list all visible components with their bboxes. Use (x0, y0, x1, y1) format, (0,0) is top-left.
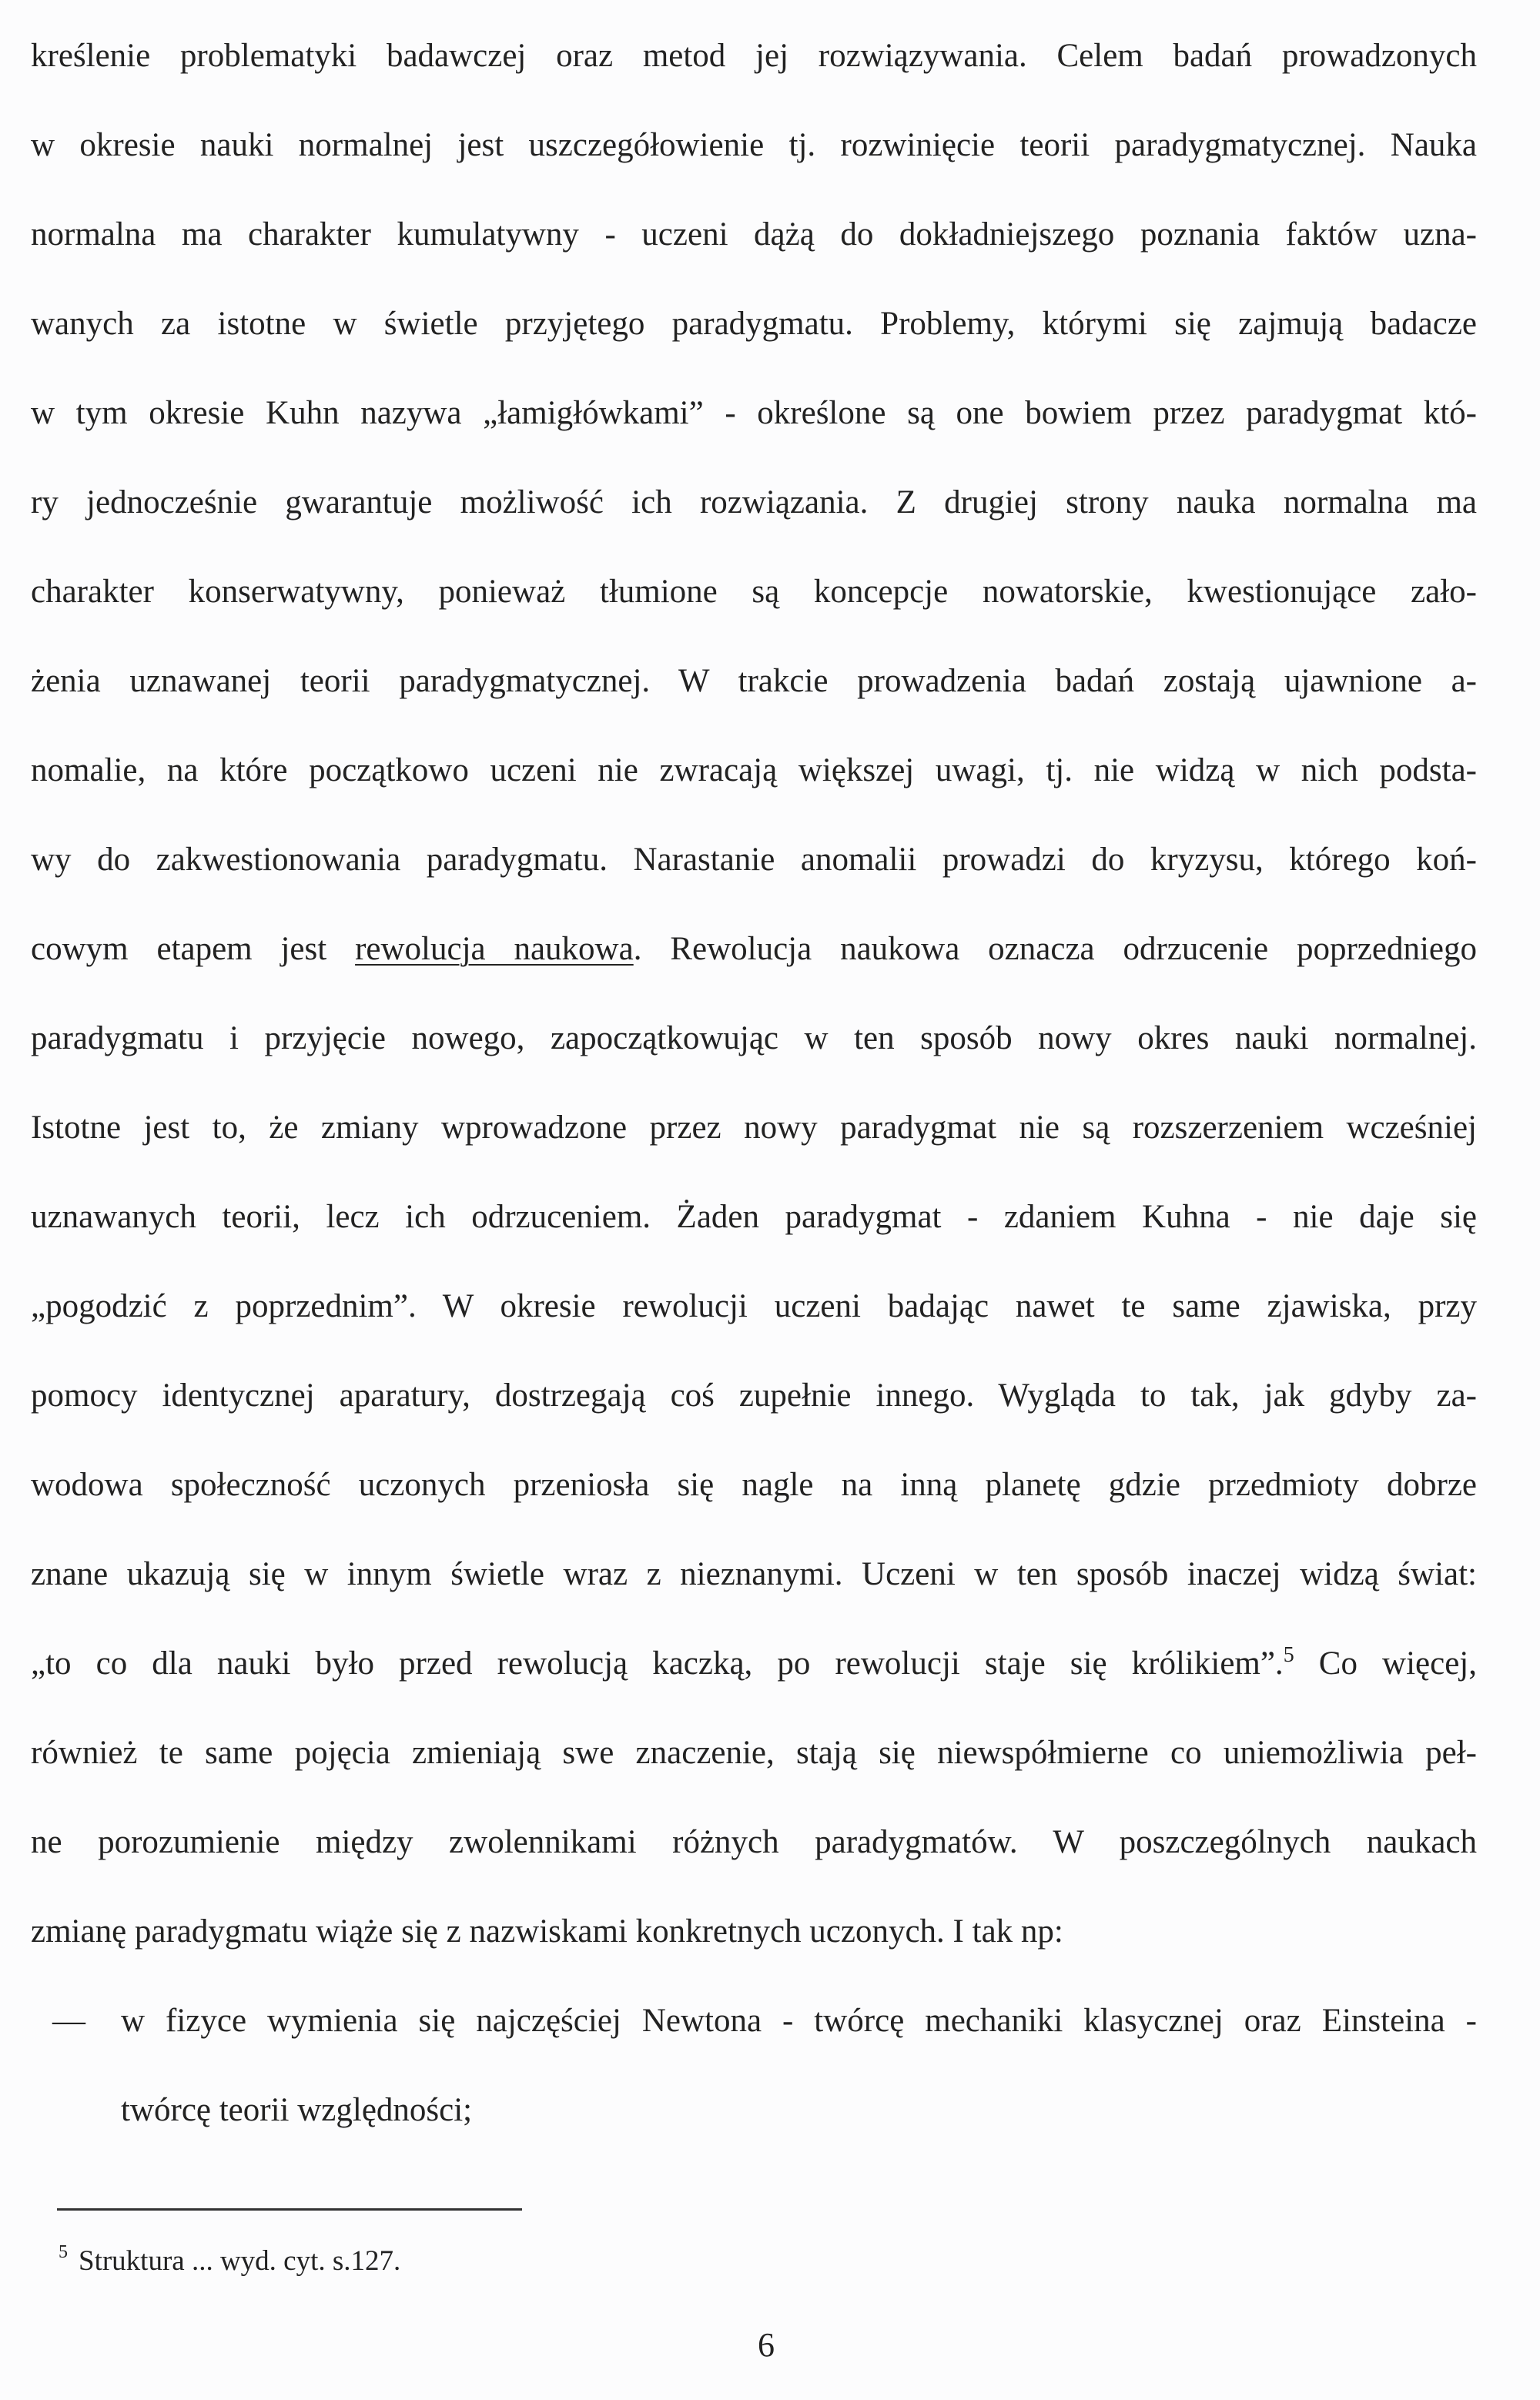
line-text: znane ukazują się w innym świetle wraz z nieznanymi. Uczeni w ten sposób inaczej widzą świat: (31, 1556, 1477, 1592)
footnote-separator (57, 2208, 522, 2211)
em-dash-bullet: — (52, 2003, 85, 2039)
line-text: kreślenie problematyki badawczej oraz metod jej rozwiązywania. Celem badań prowadzonych (31, 38, 1477, 74)
text-line (31, 480, 1477, 526)
line-text: uznawanych teorii, lecz ich odrzuceniem. Żaden paradygmat - zdaniem Kuhna - nie daje się (31, 1199, 1477, 1235)
text-line (31, 1284, 1477, 1330)
line-text: paradygmatu i przyjęcie nowego, zapoczątkowując w ten sposób nowy okres nauki normalnej. (31, 1020, 1477, 1056)
text-line (31, 1462, 1477, 1508)
line-text: zmianę paradygmatu wiąże się z nazwiskami konkretnych uczonych. I tak np: (31, 1913, 1063, 1950)
text-line (31, 1373, 1477, 1419)
line-text: charakter konserwatywny, ponieważ tłumione są koncepcje nowatorskie, kwestionujące zało- (31, 574, 1477, 610)
line-text: ne porozumienie między zwolennikami różnych paradygmatów. W poszczególnych naukach (31, 1824, 1477, 1860)
text-line (31, 1819, 1477, 1866)
line-text: wanych za istotne w świetle przyjętego paradygmatu. Problemy, którymi się zajmują badacze (31, 306, 1477, 342)
text-line (31, 1641, 1477, 1687)
line-text: ry jednocześnie gwarantuje możliwość ich rozwiązania. Z drugiej strony nauka normalna ma (31, 484, 1477, 521)
line-text: nomalie, na które początkowo uczeni nie zwracają większej uwagi, tj. nie widzą w nich podsta- (31, 752, 1477, 788)
text-line (31, 748, 1477, 794)
line-text: wodowa społeczność uczonych przeniosła się nagle na inną planetę gdzie przedmioty dobrze (31, 1467, 1477, 1503)
text-line (31, 837, 1477, 883)
footnote (59, 2235, 400, 2278)
line-text: Co więcej, (1294, 1645, 1477, 1682)
underlined-term: rewolucja naukowa (355, 931, 634, 967)
line-text: pomocy identycznej aparatury, dostrzegają coś zupełnie innego. Wygląda to tak, jak gdyby za- (31, 1377, 1477, 1414)
bullet-list-item (52, 1998, 1477, 2044)
page-number: 6 (758, 2326, 775, 2364)
line-text: w fizyce wymienia się najczęściej Newtona - twórcę mechaniki klasycznej oraz Einsteina - (121, 2003, 1477, 2039)
text-line (31, 569, 1477, 615)
text-line (31, 122, 1477, 169)
line-text: twórcę teorii względności; (121, 2092, 473, 2128)
text-line (31, 390, 1477, 437)
footnote-number: 5 (59, 2242, 68, 2262)
text-line (31, 1194, 1477, 1240)
text-line (31, 301, 1477, 347)
footnote-text: Struktura ... wyd. cyt. s.127. (79, 2245, 401, 2277)
text-line (31, 1551, 1477, 1598)
line-text: . Rewolucja naukowa oznacza odrzucenie poprzedniego (633, 931, 1477, 967)
line-text: cowym etapem jest (31, 931, 356, 967)
text-line (31, 1730, 1477, 1776)
text-line (31, 1105, 1477, 1151)
line-text: również te same pojęcia zmieniają swe znaczenie, stają się niewspółmierne co uniemożliwia peł- (31, 1735, 1477, 1771)
text-line (31, 212, 1477, 258)
text-line (31, 1909, 1477, 1955)
line-text: „pogodzić z poprzednim”. W okresie rewolucji uczeni badając nawet te same zjawiska, przy (31, 1288, 1477, 1324)
text-line (31, 658, 1477, 705)
line-text: Istotne jest to, że zmiany wprowadzone przez nowy paradygmat nie są rozszerzeniem wcześniej (31, 1110, 1477, 1146)
line-text: „to co dla nauki było przed rewolucją kaczką, po rewolucji staje się królikiem”. (31, 1645, 1284, 1682)
text-line (31, 926, 1477, 972)
line-text: normalna ma charakter kumulatywny - uczeni dążą do dokładniejszego poznania faktów uzna- (31, 216, 1477, 253)
footnote-reference: 5 (1283, 1643, 1294, 1667)
line-text: wy do zakwestionowania paradygmatu. Narastanie anomalii prowadzi do kryzysu, którego koń- (31, 842, 1477, 878)
text-line (31, 33, 1477, 79)
text-line (121, 2087, 1477, 2134)
line-text: w okresie nauki normalnej jest uszczegółowienie tj. rozwinięcie teorii paradygmatycznej. Nauka (31, 127, 1477, 163)
line-text: w tym okresie Kuhn nazywa „łamigłówkami” - określone są one bowiem przez paradygmat któ- (31, 395, 1477, 431)
line-text: żenia uznawanej teorii paradygmatycznej. W trakcie prowadzenia badań zostają ujawnione a- (31, 663, 1477, 699)
text-line (31, 1016, 1477, 1062)
